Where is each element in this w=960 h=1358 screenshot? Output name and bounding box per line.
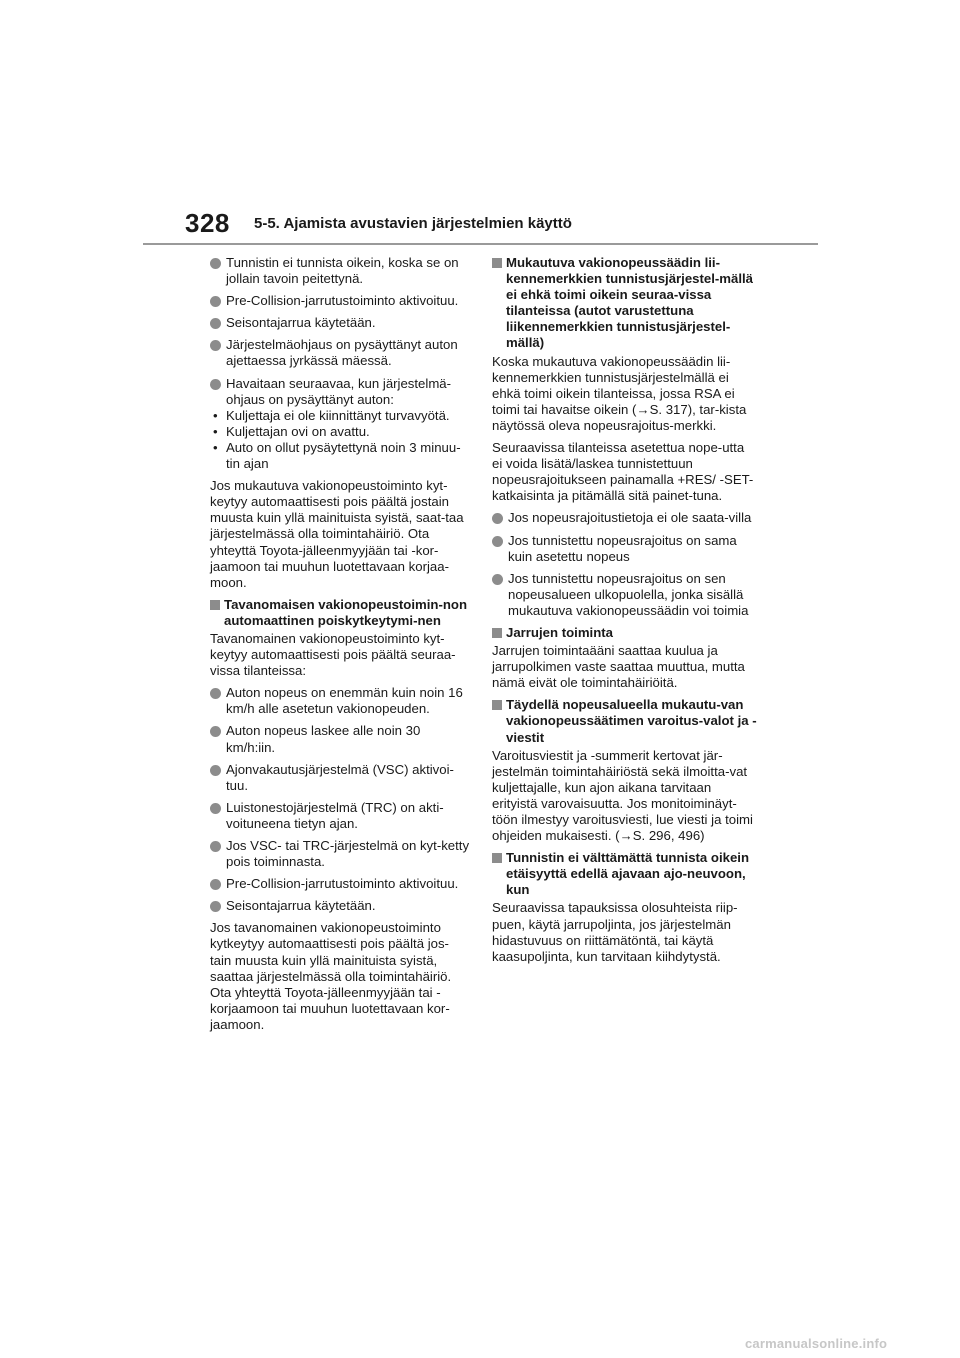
section-heading: Täydellä nopeusalueella mukautu-van vakionopeussäätimen varoitus-valot ja -viestit	[492, 697, 757, 745]
bullet-dot-icon	[492, 574, 503, 585]
bullet-item: Pre-Collision-jarrutustoiminto aktivoituu.	[210, 876, 470, 892]
left-column	[210, 255, 470, 1039]
page-number: 328	[185, 208, 230, 238]
bullet-item: Auton nopeus laskee alle noin 30 km/h:iin.	[210, 723, 470, 755]
section-title: 5-5. Ajamista avustavien järjestelmien käyttö	[254, 215, 572, 232]
bullet-item: Jos tunnistettu nopeusrajoitus on sama kuin asetettu nopeus	[492, 533, 757, 565]
bullet-item: Luistonestojärjestelmä (TRC) on akti-voituneena tietyn ajan.	[210, 800, 470, 832]
bullet-dot-icon	[210, 765, 221, 776]
bullet-dot-icon	[492, 536, 503, 547]
square-bullet-icon	[210, 600, 220, 610]
bullet-dot-icon	[210, 726, 221, 737]
bullet-dot-icon	[210, 379, 221, 390]
bullet-item: Ajonvakautusjärjestelmä (VSC) aktivoi-tuu.	[210, 762, 470, 794]
paragraph: Jos mukautuva vakionopeustoiminto kyt-keytyy automaattisesti pois päältä jostain muusta kuin yllä mainituista syistä, saat-taa järjestelmässä olla toimintahäiriö. Ota yhteyttä Toyota-jälleenmyyjään tai -kor-jaamoon tai muuhun luotettavaan korjaa-moon.	[210, 478, 464, 590]
bullet-item: Järjestelmäohjaus on pysäyttänyt auton ajettaessa jyrkässä mäessä.	[210, 337, 470, 369]
square-bullet-icon	[492, 700, 502, 710]
bullet-dot-icon	[210, 688, 221, 699]
paragraph: Koska mukautuva vakionopeussäädin lii-kennemerkkien tunnistusjärjestelmällä ei ehkä toimi oikein tilanteissa, jossa RSA ei toimi tai havaitse oikein (→S. 317), tar-kista näytössä oleva nopeusrajoitus-merkki.	[492, 353, 747, 433]
header-rule	[143, 243, 818, 245]
bullet-item: Auton nopeus on enemmän kuin noin 16 km/h alle asetetun vakionopeuden.	[210, 685, 470, 717]
bullet-item: Pre-Collision-jarrutustoiminto aktivoituu.	[210, 293, 470, 309]
paragraph: Tavanomainen vakionopeustoiminto kyt-keytyy automaattisesti pois päältä seuraa-vissa tilanteissa:	[210, 630, 456, 679]
section-heading: Tunnistin ei välttämättä tunnista oikein etäisyyttä edellä ajavaan ajo-neuvoon, kun	[492, 850, 757, 898]
bullet-dot-icon	[210, 841, 221, 852]
section-heading: Tavanomaisen vakionopeustoimin-non automaattinen poiskytkeytymi-nen	[210, 597, 470, 629]
paragraph: Varoitusviestit ja -summerit kertovat jär-jestelmän toimintahäiriöstä sekä ilmoitta-vat kuljettajalle, kun ajon aikana tarvitaan erityistä varovaisuutta. Jos monitoiminäyt-töön ilmestyy varoitusviesti, lue viesti ja toimi ohjeiden mukaisesti. (→S. 296, 496)	[492, 747, 753, 844]
bullet-dot-icon	[210, 901, 221, 912]
bullet-dot-icon	[210, 318, 221, 329]
square-bullet-icon	[492, 628, 502, 638]
bullet-item: Jos nopeusrajoitustietoja ei ole saata-villa	[492, 510, 757, 526]
paragraph: Seuraavissa tilanteissa asetettua nope-utta ei voida lisätä/laskea tunnistettuun nopeusrajoitukseen painamalla +RES/ -SET-katkaisinta ja pitämällä sitä painet-tuna.	[492, 440, 754, 504]
section-heading: Jarrujen toiminta	[492, 625, 757, 641]
sub-item: • Kuljettaja ei ole kiinnittänyt turvavyötä.	[213, 407, 450, 423]
square-bullet-icon	[492, 853, 502, 863]
bullet-item: Havaitaan seuraavaa, kun järjestelmä-ohjaus on pysäyttänyt auton:	[210, 376, 470, 408]
bullet-dot-icon	[210, 340, 221, 351]
bullet-dot-icon	[210, 258, 221, 269]
watermark-logo: carmanualsonline.info	[745, 1336, 888, 1351]
paragraph: Jos tavanomainen vakionopeustoiminto kytkeytyy automaattisesti pois päältä jos-tain muusta kuin yllä mainituista syistä, saattaa järjestelmässä olla toimintahäiriö. Ota yhteyttä Toyota-jälleenmyyjään tai -korjaamoon tai muuhun luotettavaan kor-jaamoon.	[210, 920, 452, 1032]
bullet-dot-icon	[210, 879, 221, 890]
bullet-dot-icon	[492, 513, 503, 524]
sub-item: • Auto on ollut pysäytettynä noin 3 minuu-tin ajan	[213, 439, 461, 472]
paragraph: Seuraavissa tapauksissa olosuhteista riip-puen, käytä jarrupoljinta, jos järjestelmän hidastuvuus on riittämätöntä, tai käytä kaasupoljinta, kun tarvitaan kiihdytystä.	[492, 900, 738, 964]
bullet-dot-icon	[210, 296, 221, 307]
bullet-item: Jos VSC- tai TRC-järjestelmä on kyt-ketty pois toiminnasta.	[210, 838, 470, 870]
bullet-item: Seisontajarrua käytetään.	[210, 315, 470, 331]
bullet-dot-icon	[210, 803, 221, 814]
paragraph: Jarrujen toimintaääni saattaa kuulua ja jarrupolkimen vaste saattaa muuttua, mutta nämä eivät ole toimintahäiriöitä.	[492, 643, 745, 691]
section-heading: Mukautuva vakionopeussäädin lii-kennemerkkien tunnistusjärjestel-mällä ei ehkä toimi oikein seuraa-vissa tilanteissa (autot varustettuna liikennemerkkien tunnistusjärjestel-mällä)	[492, 255, 757, 352]
bullet-item: Tunnistin ei tunnista oikein, koska se on jollain tavoin peitettynä.	[210, 255, 470, 287]
sub-item: • Kuljettajan ovi on avattu.	[213, 423, 370, 439]
bullet-item: Seisontajarrua käytetään.	[210, 898, 470, 914]
bullet-item: Jos tunnistettu nopeusrajoitus on sen nopeusalueen ulkopuolella, jonka sisällä mukautuva vakionopeussäädin voi toimia	[492, 571, 757, 619]
right-column	[492, 255, 757, 971]
square-bullet-icon	[492, 258, 502, 268]
